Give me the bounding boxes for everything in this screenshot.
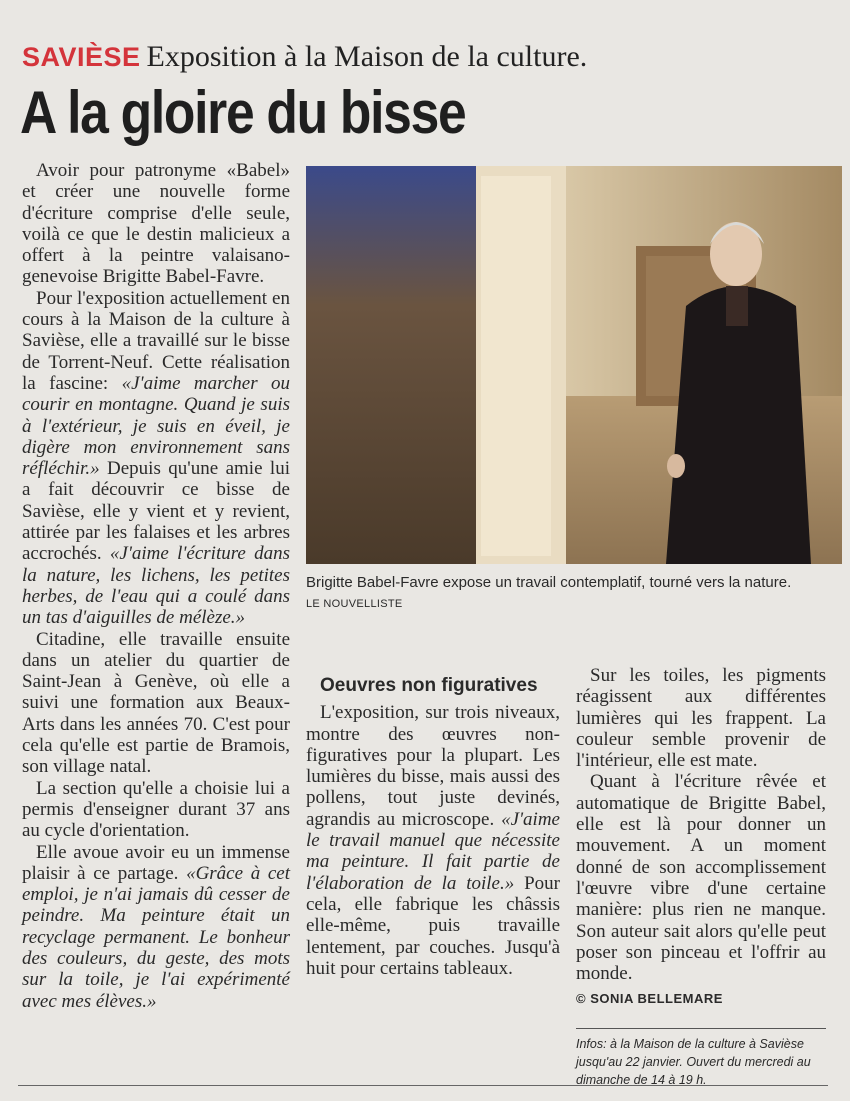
- article-column-1: [22, 160, 290, 1012]
- headline: A la gloire du bisse: [20, 79, 466, 146]
- paragraph-text: Pour cela, elle fabrique les châssis elle-même, puis travaille lentement, par couches. Jusqu'à huit pour certains tableaux.: [306, 872, 560, 979]
- quote: «J'aime marcher ou courir en montagne. Quand je suis à l'extérieur, je suis en éveil, je digère mon environnement sans réfléchir.»: [22, 372, 290, 480]
- info-box: Infos: à la Maison de la culture à Savièse jusqu'au 22 janvier. Ouvert du mercredi au dimanche de 14 à 19 h.: [576, 1036, 811, 1087]
- paragraph: Quant à l'écriture rêvée et automatique de Brigitte Babel, elle est là pour donner un mouvement. A un moment donné de son accomplissement l'œuvre vibre d'une certaine manière: plus rien ne manque. Son auteur sait alors qu'elle peut poser son pinceau et l'offrir au monde.: [576, 771, 826, 985]
- photo-credit: LE NOUVELLISTE: [306, 598, 403, 610]
- paragraph-text: Depuis qu'une amie lui a fait découvrir ce bisse de Savièse, elle y vient et y revient, attirée par les falaises et les arbres accrochés.: [22, 458, 290, 565]
- paragraph: [306, 702, 560, 979]
- paragraph-text: Elle avoue avoir eu un immense plaisir à ce partage.: [22, 841, 290, 884]
- paragraph: Sur les toiles, les pigments réagissent aux différentes lumières qui les frappent. La couleur semble provenir de l'intérieur, elle est mate.: [576, 665, 826, 772]
- paragraph-text: L'exposition, sur trois niveaux, montre des œuvres non-figuratives pour la plupart. Les lumières du bisse, mais aussi des pollens, tout juste devinés, agrandis au microscope.: [306, 702, 560, 830]
- divider: [576, 1028, 826, 1029]
- kicker-place: SAVIÈSE: [22, 42, 141, 72]
- paragraph: [22, 842, 290, 1012]
- article-photo: [306, 166, 842, 564]
- subheading: Oeuvres non figuratives: [320, 675, 538, 696]
- photo-illustration: [306, 166, 842, 564]
- paragraph: Citadine, elle travaille ensuite dans un atelier du quartier de Saint-Jean à Genève, où elle a suivi une formation aux Beaux-Arts dans les années 70. C'est pour cela qu'elle est partie de Bramois, son village natal.: [22, 628, 290, 778]
- page-bottom-divider: [18, 1085, 828, 1086]
- kicker-subtitle: Exposition à la Maison de la culture.: [146, 40, 588, 73]
- quote: «Grâce à cet emploi, je n'ai jamais dû cesser de peindre. Ma peinture était un recyclage permanent. Le bonheur des couleurs, du geste, des mots sur la toile, je l'ai expérimenté avec mes élèves.»: [22, 862, 290, 1012]
- paragraph: Avoir pour patronyme «Babel» et créer une nouvelle forme d'écriture comprise d'elle seule, voilà ce que le destin malicieux a offert à la peintre valaisano-genevoise Brigitte Babel-Favre.: [22, 160, 290, 288]
- quote: «J'aime l'écriture dans la nature, les lichens, les petites herbes, de l'eau qui a coulé dans un tas d'aiguilles de mélèze.»: [22, 543, 290, 629]
- article-column-2: [306, 665, 560, 979]
- article-column-3: [576, 665, 826, 1089]
- copyright-icon: ©: [576, 991, 587, 1007]
- quote: «J'aime le travail manuel que nécessite ma peinture. Il fait partie de l'élaboration de la toile.»: [306, 808, 560, 894]
- author-name: SONIA BELLEMARE: [590, 991, 723, 1007]
- paragraph-text: Pour l'exposition actuellement en cours à la Maison de la culture à Savièse, elle a travaillé sur le bisse de Torrent-Neuf. Cette réalisation la fascine:: [22, 287, 290, 394]
- kicker: [22, 40, 822, 74]
- author-byline: [576, 988, 826, 1009]
- photo-caption: Brigitte Babel-Favre expose un travail contemplatif, tourné vers la nature.: [306, 574, 792, 591]
- paragraph: [22, 288, 290, 629]
- paragraph: La section qu'elle a choisie lui a permis d'enseigner durant 37 ans au cycle d'orientation.: [22, 777, 290, 842]
